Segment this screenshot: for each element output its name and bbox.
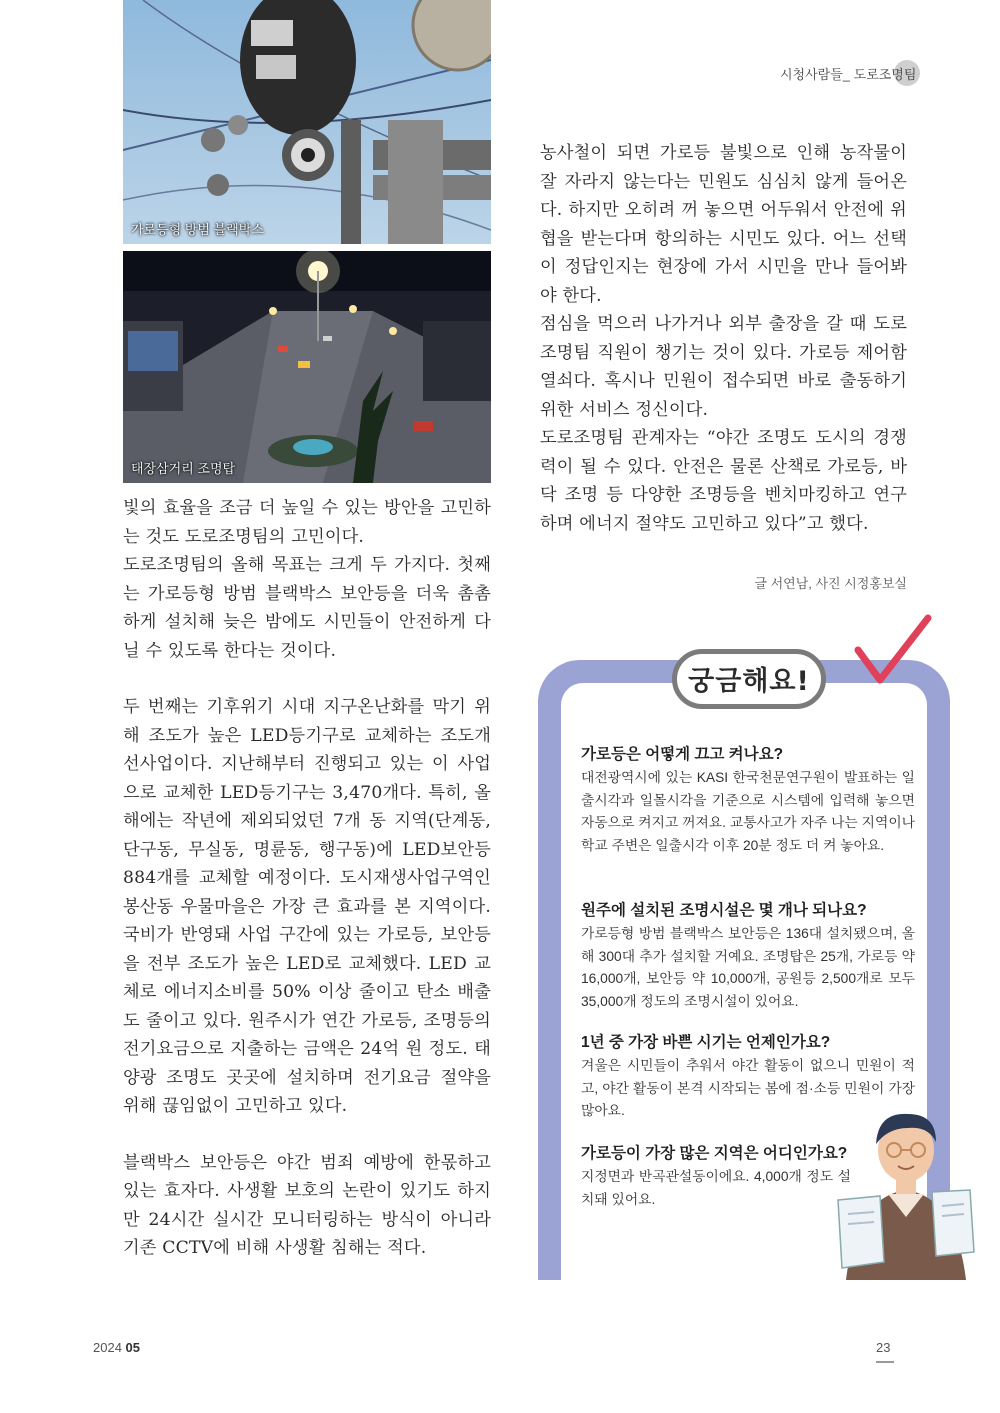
person-illustration [836,1102,976,1280]
faq-title: 궁금해요! [688,666,810,697]
body-paragraph: 블랙박스 보안등은 야간 범죄 예방에 한몫하고 있는 효자다. 사생활 보호의 논란이 있기도 하지만 24시간 실시간 모니터링하는 방식이 아니라 기존 CCTV에 비해 사생활 침해는 적다. [123,1152,491,1258]
faq-question: 원주에 설치된 조명시설은 몇 개나 되나요? [581,902,867,919]
page-number: 23 [876,1340,891,1355]
left-column [123,494,491,1263]
footer-month: 05 [125,1340,141,1355]
photo-streetlight-blackbox [123,0,491,244]
faq-answer: 대전광역시에 있는 KASI 한국천문연구원이 발표하는 일출시각과 일몰시각을 기준으로 시스템에 입력해 놓으면 자동으로 켜지고 꺼져요. 교통사고가 자주 나는 지역이나 학교 주변은 일출시각 이후 20분 정도 더 켜 놓아요. [581,770,915,853]
faq-answer: 가로등형 방범 블랙박스 보안등은 136대 설치됐으며, 올해 300대 추가 설치할 거예요. 조명탑은 25개, 가로등 약 16,000개, 보안등 약 10,000개, 공원등 2,500개로 모두 35,000개 정도의 조명시설이 있어요. [581,926,915,1009]
faq-answer: 겨울은 시민들이 추워서 야간 활동이 없으니 민원이 적고, 야간 활동이 본격 시작되는 봄에 점·소등 민원이 가장 많아요. [581,1058,915,1119]
page-number-rule [876,1361,894,1363]
faq-item [581,898,915,1013]
faq-question: 가로등이 가장 많은 지역은 어디인가요? [581,1145,848,1162]
faq-item [581,1141,851,1211]
section-label-text: 시청사람들_ 도로조명팀 [780,67,917,82]
footer-issue [93,1340,140,1355]
faq-answer: 지정면과 반곡관설동이에요. 4,000개 정도 설치돼 있어요. [581,1169,851,1207]
faq-item [581,742,915,857]
photo-caption: 태장삼거리 조명탑 [131,461,236,476]
body-paragraph: 점심을 먹으러 나가거나 외부 출장을 갈 때 도로조명팀 직원이 챙기는 것이 있다. 가로등 제어함 열쇠다. 혹시나 민원이 접수되면 바로 출동하기 위한 서비스 정신이다. [540,314,907,420]
body-paragraph: 두 번째는 기후위기 시대 지구온난화를 막기 위해 조도가 높은 LED등기구로 교체하는 조도개선사업이다. 지난해부터 진행되고 있는 이 사업으로 교체한 LED등기구는 3,470개다. 특히, 올해에는 작년에 제외되었던 7개 동 지역(단계동, 단구동, 무실동, 명륜동, 행구동)에 LED보안등 884개를 교체할 예정이다. 도시재생사업구역인 봉산동 우물마을은 가장 큰 효과를 본 지역이다. 국비가 반영돼 사업 구간에 있는 가로등, 보안등을 전부 조도가 높은 LED로 교체했다. LED 교체로 에너지소비를 50% 이상 줄이고 탄소 배출도 줄이고 있다. 원주시가 연간 가로등, 조명등의 전기요금으로 지출하는 금액은 24억 원 정도. 태양광 조명도 곳곳에 설치하며 전기요금 절약을 위해 끊임없이 고민하고 있다. [123,697,491,1116]
faq-question: 1년 중 가장 바쁜 시기는 언제인가요? [581,1034,831,1051]
section-label [770,60,920,86]
body-paragraph: 도로조명팀의 올해 목표는 크게 두 가지다. 첫째는 가로등형 방범 블랙박스 보안등을 더욱 촘촘하게 설치해 늦은 밤에도 시민들이 안전하게 다닐 수 있도록 한다는 것이다. [123,555,491,661]
streetlight-photo-graphic [123,0,491,244]
footer-year: 2024 [93,1340,122,1355]
photo-credit: 글 서연남, 사진 시정홍보실 [754,576,907,591]
faq-question: 가로등은 어떻게 끄고 켜나요? [581,746,784,763]
faq-title-badge [664,645,834,713]
intersection-photo-graphic [123,251,491,483]
body-paragraph: 빛의 효율을 조금 더 높일 수 있는 방안을 고민하는 것도 도로조명팀의 고민이다. [123,498,491,547]
body-paragraph: 농사철이 되면 가로등 불빛으로 인해 농작물이 잘 자라지 않는다는 민원도 심심치 않게 들어온다. 하지만 오히려 꺼 놓으면 어두워서 안전에 위협을 받는다며 항의하는 시민도 있다. 어느 선택이 정답인지는 현장에 가서 시민을 만나 들어봐야 한다. [540,143,907,306]
body-paragraph: 도로조명팀 관계자는 “야간 조명도 도시의 경쟁력이 될 수 있다. 안전은 물론 산책로 가로등, 바닥 조명 등 다양한 조명등을 벤치마킹하고 연구하며 에너지 절약도 고민하고 있다”고 했다. [540,428,907,534]
right-column [540,139,907,538]
check-mark-icon [852,612,934,688]
photo-intersection-lighting [123,251,491,483]
photo-caption: 가로등형 방범 블랙박스 [131,222,264,237]
